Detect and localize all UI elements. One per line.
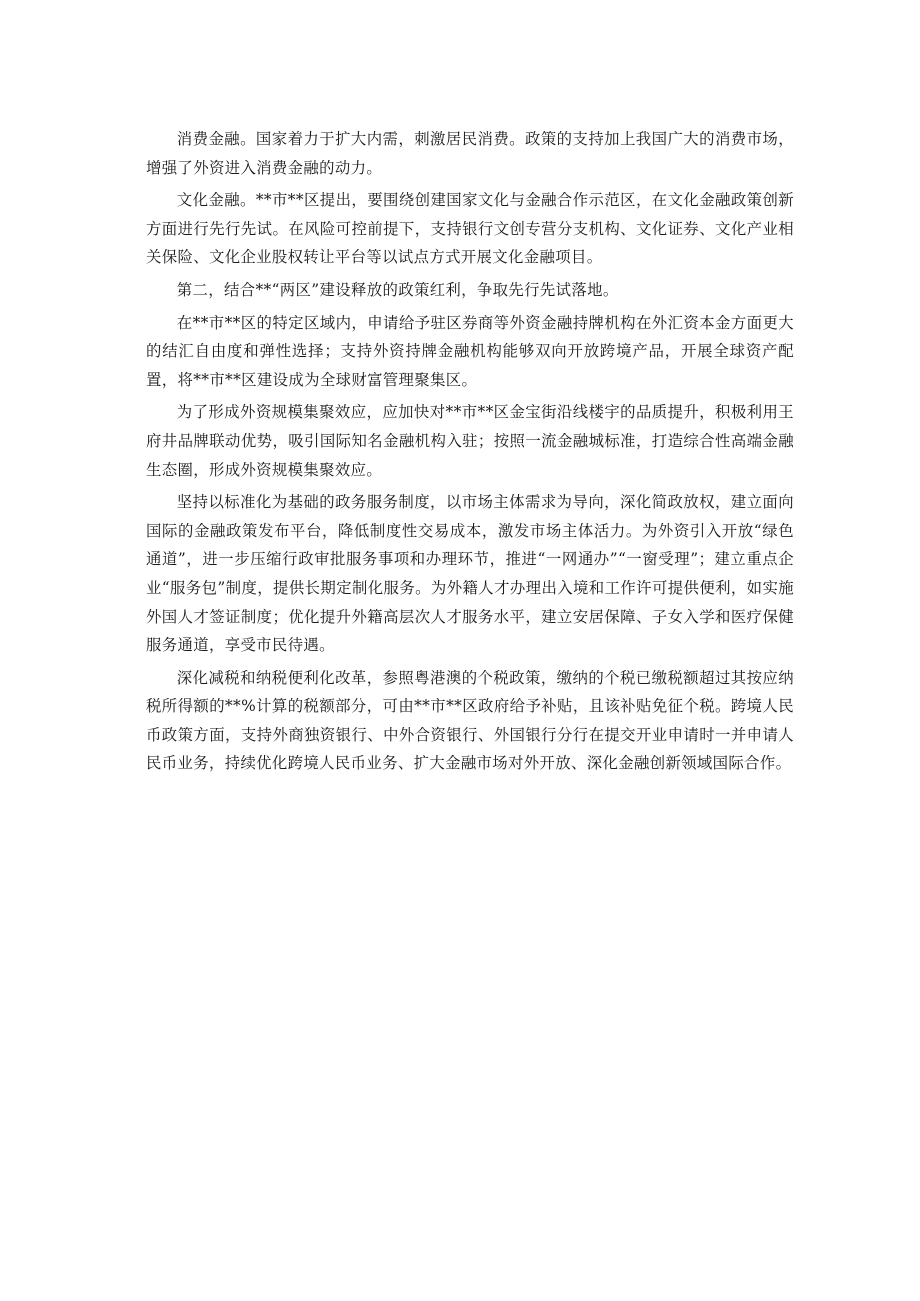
paragraph-agglomeration: 为了形成外资规模集聚效应，应加快对**市**区金宝街沿线楼宇的品质提升，积极利用王府井品牌联动优势，吸引国际知名金融机构入驻；按照一流金融城标准，打造综合性高端金融生态圈，形成外资规模集聚效应。 (146, 403, 794, 479)
paragraph-special-zone: 在**市**区的特定区域内，申请给予驻区券商等外资金融持牌机构在外汇资本金方面更大的结汇自由度和弹性选择；支持外资持牌金融机构能够双向开放跨境产品，开展全球资产配置，将**市**区建设成为全球财富管理聚集区。 (146, 313, 794, 389)
paragraph-consumer-finance: 消费金融。国家着力于扩大内需，刺激居民消费。政策的支持加上我国广大的消费市场，增强了外资进入消费金融的动力。 (146, 130, 794, 177)
document-body (146, 125, 794, 782)
paragraph-tax-reform: 深化减税和纳税便利化改革，参照粤港澳的个税政策，缴纳的个税已缴税额超过其按应纳税所得额的**%计算的税额部分，可由**市**区政府给予补贴，且该补贴免征个税。跨境人民币政策方面，支持外商独资银行、中外合资银行、外国银行分行在提交开业申请时一并申请人民币业务，持续优化跨境人民币业务、扩大金融市场对外开放、深化金融创新领域国际合作。 (146, 668, 794, 773)
paragraph-government-services: 坚持以标准化为基础的政务服务制度，以市场主体需求为导向，深化简政放权，建立面向国际的金融政策发布平台，降低制度性交易成本，激发市场主体活力。为外资引入开放“绿色通道”，进一步压缩行政审批服务事项和办理环节，推进“一网通办”“一窗受理”；建立重点企业“服务包”制度，提供长期定制化服务。为外籍人才办理出入境和工作许可提供便利，如实施外国人才签证制度；优化提升外籍高层次人才服务水平，建立安居保障、子女入学和医疗保健服务通道，享受市民待遇。 (146, 493, 794, 655)
paragraph-cultural-finance: 文化金融。**市**区提出，要围绕创建国家文化与金融合作示范区，在文化金融政策创新方面进行先行先试。在风险可控前提下，支持银行文创专营分支机构、文化证券、文化产业相关保险、文化企业股权转让平台等以试点方式开展文化金融项目。 (146, 191, 794, 267)
paragraph-second-point: 第二，结合**“两区”建设释放的政策红利，争取先行先试落地。 (176, 280, 619, 299)
